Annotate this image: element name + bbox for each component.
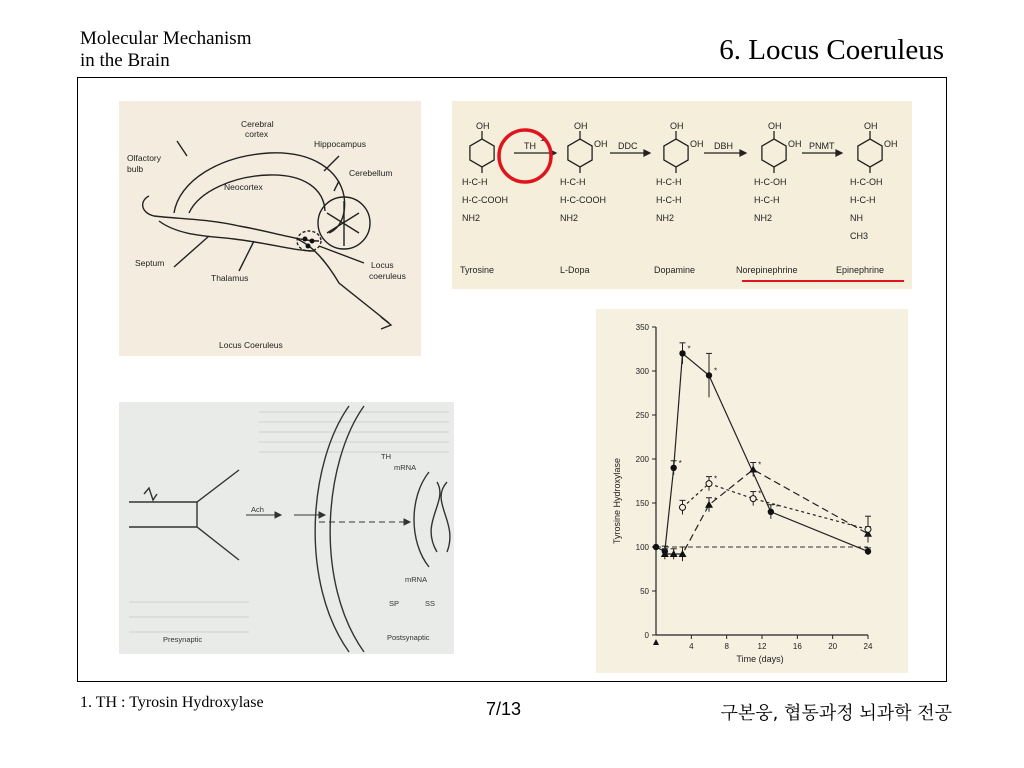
label-neocortex: Neocortex bbox=[224, 182, 263, 192]
synapse-label-mrna-bottom: mRNA bbox=[405, 575, 428, 584]
chart-y-tick-label: 50 bbox=[640, 587, 649, 596]
chart-xlabel: Time (days) bbox=[736, 654, 784, 664]
synapse-label-sp: SP bbox=[389, 599, 400, 608]
svg-text:H-C-H: H-C-H bbox=[656, 177, 682, 187]
department-credit: 구본웅, 협동과정 뇌과학 전공 bbox=[720, 703, 952, 724]
svg-text:OH: OH bbox=[594, 139, 608, 149]
benzene-ring bbox=[568, 139, 592, 167]
svg-text:NH2: NH2 bbox=[656, 213, 675, 223]
chart-y-tick-label: 250 bbox=[635, 411, 649, 420]
svg-text:OH: OH bbox=[574, 121, 588, 131]
chart-series-line bbox=[656, 353, 868, 551]
chart-y-tick-label: 100 bbox=[635, 543, 649, 552]
footnote: 1. TH : Tyrosin Hydroxylase bbox=[80, 694, 264, 711]
enzyme-th: TH bbox=[524, 141, 536, 151]
synapse-diagram bbox=[119, 402, 454, 654]
label-olfactory: Olfactory bbox=[127, 153, 162, 163]
olfactory-tract bbox=[143, 196, 319, 241]
chart-y-tick-label: 0 bbox=[644, 631, 649, 640]
chart-series-line bbox=[665, 470, 868, 554]
svg-text:NH2: NH2 bbox=[462, 213, 481, 223]
brain-caption: Locus Coeruleus bbox=[219, 340, 283, 350]
chart-x-tick-label: 4 bbox=[689, 642, 694, 651]
chart-point bbox=[706, 481, 712, 487]
compound-tyrosine: Tyrosine bbox=[460, 265, 495, 275]
compound-dopamine: Dopamine bbox=[654, 265, 696, 275]
chart-y-tick-label: 350 bbox=[635, 323, 649, 332]
label-cerebellum: Cerebellum bbox=[349, 168, 393, 178]
label-cerebral: Cerebral bbox=[241, 119, 274, 129]
label-cortex: cortex bbox=[245, 129, 269, 139]
svg-text:CH3: CH3 bbox=[850, 231, 869, 241]
svg-text:OH: OH bbox=[690, 139, 704, 149]
svg-text:OH: OH bbox=[788, 139, 802, 149]
svg-text:H-C-COOH: H-C-COOH bbox=[560, 195, 606, 205]
svg-text:H-C-H: H-C-H bbox=[462, 177, 488, 187]
chart-x-tick-label: 16 bbox=[792, 642, 802, 651]
chart-ylabel: Tyrosine Hydroxylase bbox=[612, 457, 622, 545]
chart-treatment-arrow bbox=[653, 639, 659, 645]
synapse-label-postsynaptic: Postsynaptic bbox=[387, 633, 430, 642]
svg-text:OH: OH bbox=[476, 121, 490, 131]
svg-text:H-C-H: H-C-H bbox=[560, 177, 586, 187]
chart-significance-star: * bbox=[758, 460, 762, 470]
svg-text:NH2: NH2 bbox=[754, 213, 773, 223]
chart-y-tick-label: 150 bbox=[635, 499, 649, 508]
compound-epinephrine: Epinephrine bbox=[836, 265, 885, 275]
svg-text:NH: NH bbox=[850, 213, 863, 223]
chart-point bbox=[679, 350, 685, 356]
presynaptic-neuron bbox=[129, 470, 239, 560]
dna-helix bbox=[431, 482, 450, 552]
course-title-line1: Molecular Mechanism bbox=[80, 28, 252, 49]
chart-significance-star: * bbox=[758, 489, 762, 499]
svg-text:H-C-H: H-C-H bbox=[754, 195, 780, 205]
page-number: 7/13 bbox=[486, 699, 522, 719]
synapse-label-presynaptic: Presynaptic bbox=[163, 635, 203, 644]
benzene-ring bbox=[762, 139, 786, 167]
chart-x-tick-label: 12 bbox=[757, 642, 767, 651]
synapse-label-ss: SS bbox=[425, 599, 436, 608]
synapse-label-th: TH bbox=[381, 452, 391, 461]
chart-point bbox=[680, 504, 686, 510]
chart-x-tick-label: 8 bbox=[724, 642, 729, 651]
chart-significance-star: * bbox=[687, 344, 691, 354]
th-highlight-circle bbox=[495, 126, 555, 186]
label-septum: Septum bbox=[135, 258, 165, 268]
label-bulb: bulb bbox=[127, 164, 144, 174]
enzyme-dbh: DBH bbox=[714, 141, 734, 151]
svg-text:H-C-H: H-C-H bbox=[656, 195, 682, 205]
svg-text:OH: OH bbox=[768, 121, 782, 131]
chart-point bbox=[865, 548, 871, 554]
chart-significance-star: * bbox=[714, 366, 718, 376]
svg-text:H-C-COOH: H-C-COOH bbox=[462, 195, 508, 205]
chart-x-tick-label: 20 bbox=[828, 642, 838, 651]
chart-point bbox=[706, 372, 712, 378]
label-hippocampus: Hippocampus bbox=[314, 139, 366, 149]
chart-y-tick-label: 300 bbox=[635, 367, 649, 376]
chart-point bbox=[750, 496, 756, 502]
brain-diagram-panel bbox=[119, 101, 421, 356]
chart-point bbox=[670, 465, 676, 471]
th-timecourse-chart-panel bbox=[596, 309, 908, 673]
chart-point bbox=[768, 509, 774, 515]
slide-title: 6. Locus Coeruleus bbox=[719, 34, 944, 66]
svg-text:OH: OH bbox=[864, 121, 878, 131]
chart-point bbox=[653, 544, 659, 550]
compound-l-dopa: L-Dopa bbox=[560, 265, 590, 275]
benzene-ring bbox=[664, 139, 688, 167]
th-timecourse-chart bbox=[596, 309, 908, 673]
course-title bbox=[80, 28, 251, 72]
chart-significance-star: * bbox=[678, 458, 682, 468]
benzene-ring bbox=[858, 139, 882, 167]
svg-text:NH2: NH2 bbox=[560, 213, 579, 223]
chart-x-tick-label: 24 bbox=[863, 642, 873, 651]
benzene-ring bbox=[470, 139, 494, 167]
enzyme-pnmt: PNMT bbox=[809, 141, 835, 151]
svg-text:OH: OH bbox=[884, 139, 898, 149]
chart-point bbox=[865, 526, 871, 532]
synapse-label-mrna-top: mRNA bbox=[394, 463, 417, 472]
label-thalamus: Thalamus bbox=[211, 273, 249, 283]
brain-diagram bbox=[119, 101, 421, 356]
footnote-marker: 1 bbox=[540, 134, 545, 143]
catecholamine-underline bbox=[742, 280, 904, 282]
svg-text:H-C-H: H-C-H bbox=[850, 195, 876, 205]
synapse-label-ach: Ach bbox=[251, 505, 264, 514]
chart-y-tick-label: 200 bbox=[635, 455, 649, 464]
chart-significance-star: * bbox=[714, 495, 718, 505]
enzyme-ddc: DDC bbox=[618, 141, 638, 151]
synapse-diagram-panel bbox=[119, 402, 454, 654]
compound-norepinephrine: Norepinephrine bbox=[736, 265, 798, 275]
chart-significance-star: * bbox=[714, 474, 718, 484]
label-locus: Locus bbox=[371, 260, 394, 270]
svg-text:OH: OH bbox=[670, 121, 684, 131]
course-title-line2: in the Brain bbox=[80, 50, 170, 71]
chart-significance-star: * bbox=[775, 502, 779, 512]
svg-text:H-C-OH: H-C-OH bbox=[754, 177, 787, 187]
svg-text:H-C-OH: H-C-OH bbox=[850, 177, 883, 187]
label-coeruleus: coeruleus bbox=[369, 271, 406, 281]
